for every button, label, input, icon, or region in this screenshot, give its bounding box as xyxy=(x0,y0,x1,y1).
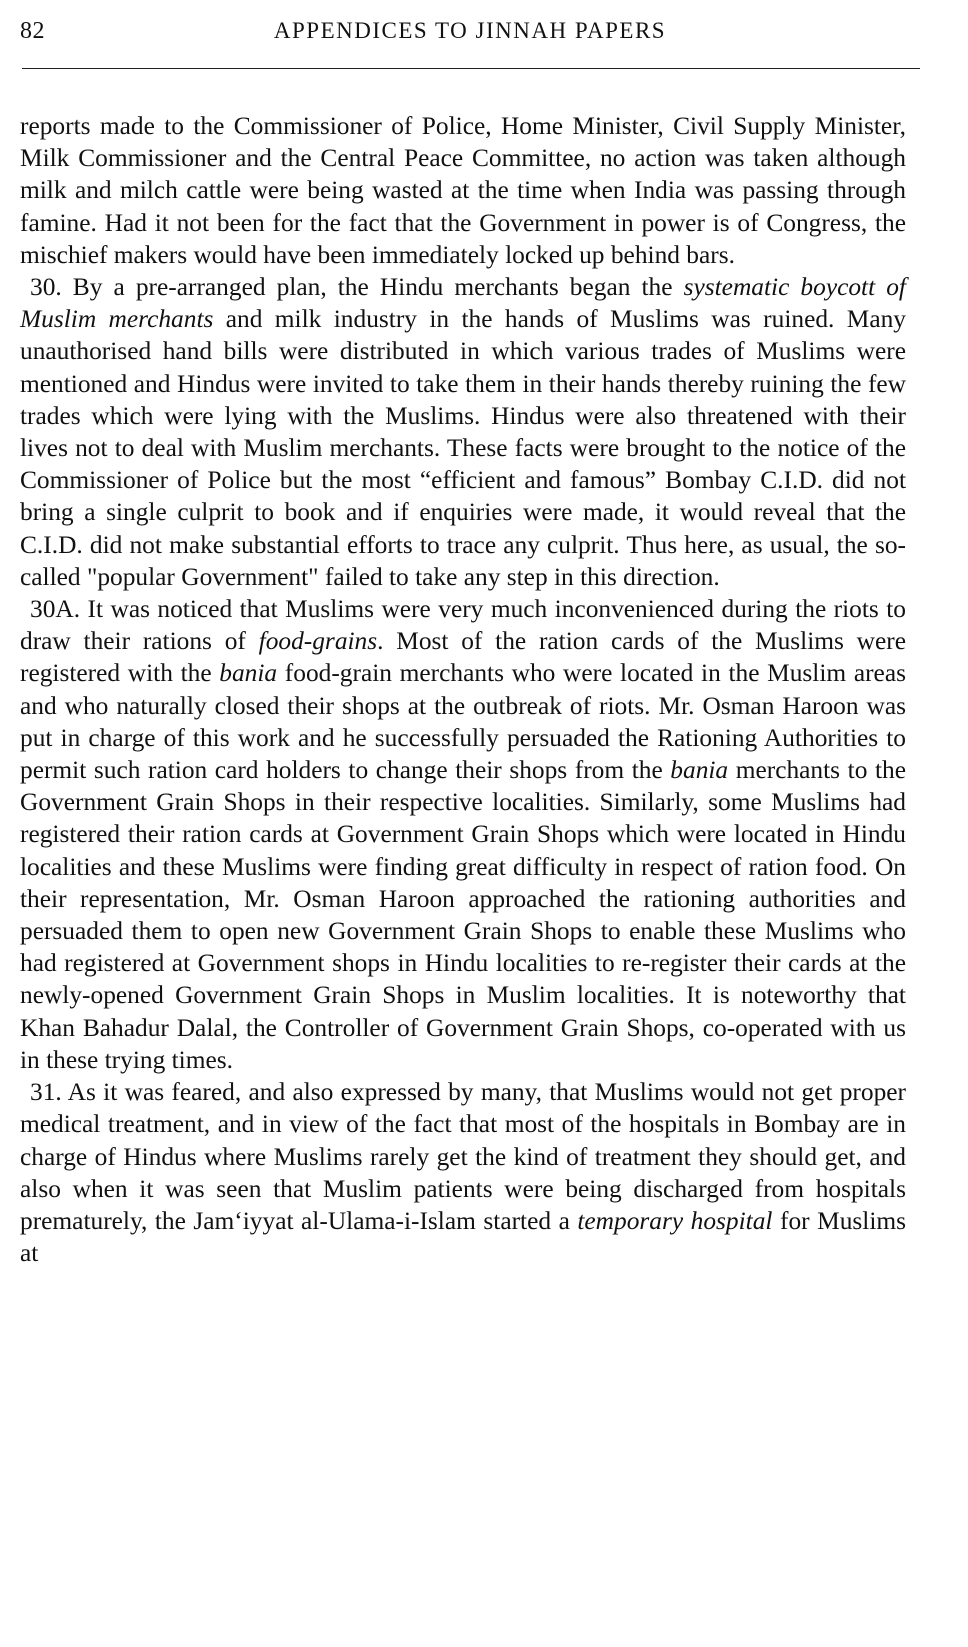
header-rule xyxy=(22,68,920,69)
italic-run: temporary hospital xyxy=(577,1206,773,1235)
paragraph-30a xyxy=(20,593,906,1076)
text-run: merchants to the Government Grain Shops in their respective localities. Similarly, some Muslims had registered their ration cards at Government Grain Shops which were located in Hindu localities and these Muslims were finding great difficulty in respect of ration food. On their representation, Mr. Osman Haroon approached the rationing authorities and persuaded them to open new Government Grain Shops to enable these Muslims who had registered at Government shops in Hindu localities to re-register their cards at the newly-opened Government Grain Shops in Muslim localities. It is noteworthy that Khan Bahadur Dalal, the Controller of Government Grain Shops, co-operated with us in these trying times. xyxy=(20,756,906,1074)
running-head: APPENDICES TO JINNAH PAPERS xyxy=(273,18,667,43)
text-run: reports made to the Commissioner of Police, Home Minister, Civil Supply Minister, Milk Commissioner and the Central Peace Committee, no action was taken although milk and milch cattle were being wasted at the time when India was passing through famine. Had it not been for the fact that the Government in power is of Congress, the mischief makers would have been immediately locked up behind bars. xyxy=(20,112,906,269)
italic-run: bania xyxy=(670,756,729,785)
text-run: . Most of the ration cards of the Muslims were registered with the xyxy=(20,627,907,688)
paragraph-30 xyxy=(20,271,906,593)
text-run: for Muslims at xyxy=(20,1206,907,1268)
page-header xyxy=(20,14,920,54)
text-run: food-grain merchants who were located in the Muslim areas and who naturally closed their shops at the outbreak of riots. Mr. Osman Haroon was put in charge of this work and he successfully persuaded the Rationing Authorities to permit such ration card holders to change their shops from the xyxy=(20,659,906,785)
text-run: 30. By a pre-arranged plan, the Hindu merchants began the xyxy=(30,273,684,302)
body-text xyxy=(20,110,906,1269)
italic-run: food-grains xyxy=(258,627,378,656)
page-number: 82 xyxy=(20,18,45,44)
paragraph-31 xyxy=(20,1076,906,1269)
italic-run: systematic boycott of Muslim merchants xyxy=(20,273,906,334)
text-run: 31. As it was feared, and also expressed by many, that Muslims would not get proper medical treatment, and in view of the fact that most of the hospitals in Bombay are in charge of Hindus where Muslims rarely get the kind of treatment they should get, and also when it was seen that Muslim patients were being discharged from hospitals prematurely, the Jam‘iyyat al-Ulama-i-Islam started a xyxy=(20,1078,906,1235)
text-run: 30A. It was noticed that Muslims were very much inconvenienced during the riots to draw their rations of xyxy=(20,595,906,656)
text-run: and milk industry in the hands of Muslims was ruined. Many unauthorised hand bills were distributed in which various trades of Muslims were mentioned and Hindus were invited to take them in their hands thereby ruining the few trades which were lying with the Muslims. Hindus were also threatened with their lives not to deal with Muslim merchants. These facts were brought to the notice of the Commissioner of Police but the most “efficient and famous” Bombay C.I.D. did not bring a single culprit to book and if enquiries were made, it would reveal that the C.I.D. did not make substantial efforts to trace any culprit. Thus here, as usual, the so-called "popular Government" failed to take any step in this direction. xyxy=(20,305,906,591)
paragraph-continuation xyxy=(20,110,906,271)
italic-run: bania xyxy=(219,659,278,688)
